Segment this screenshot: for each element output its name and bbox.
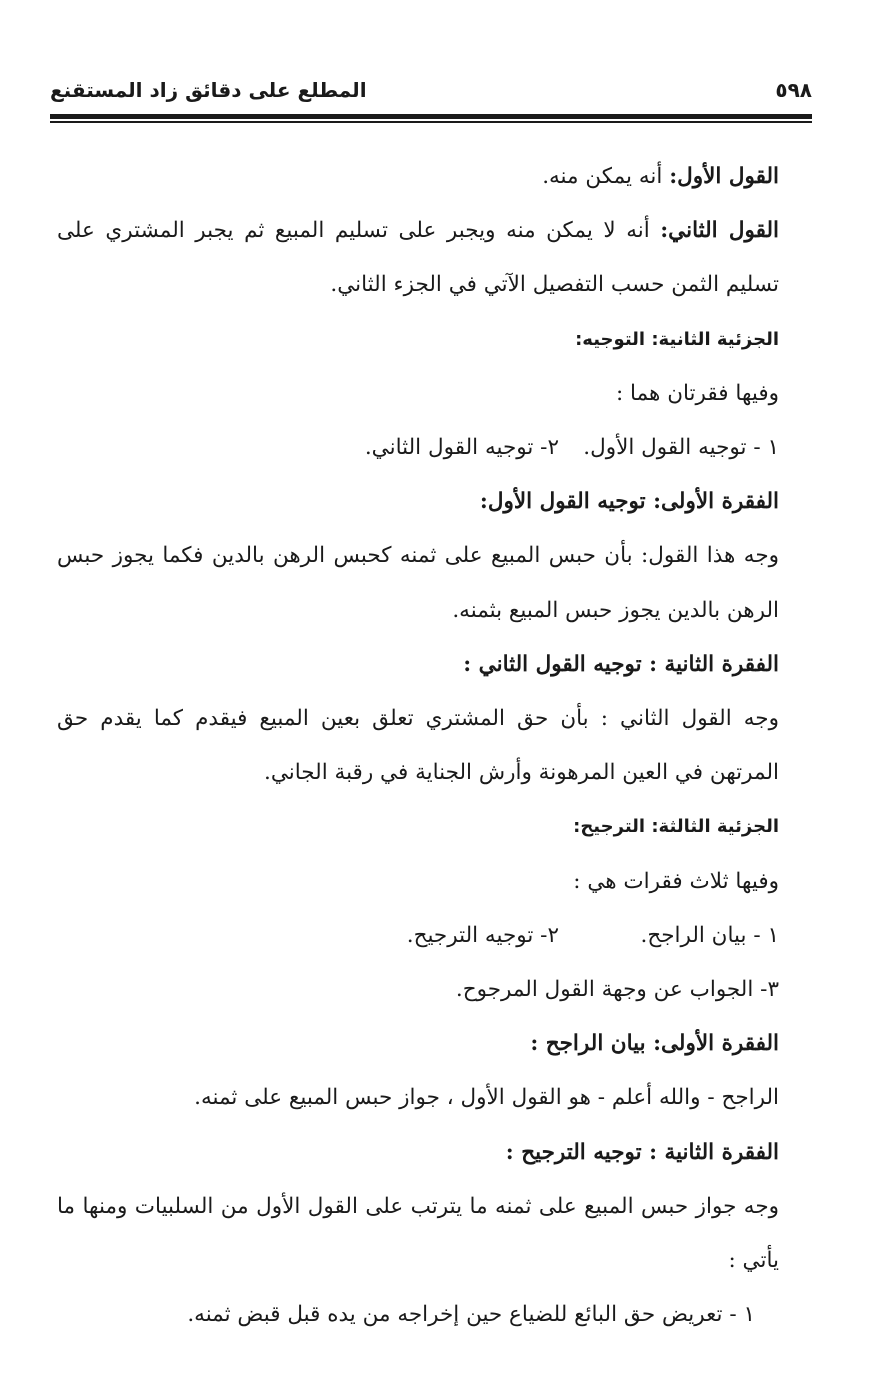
para3-heading: الفقرة الأولى: بيان الراجح : — [530, 1031, 779, 1057]
page-number: ٥٩٨ — [775, 78, 812, 102]
para2-text: وجه القول الثاني : بأن حق المشتري تعلق بعين المبيع فيقدم كما يقدم حق المرتهن في العين المرهونة وأرش الجناية في رقبة الجاني. — [57, 706, 779, 786]
part3-heading: الجزئية الثالثة: الترجيح: — [573, 816, 779, 838]
part3-intro: وفيها ثلاث فقرات هي : — [573, 868, 779, 894]
para1-text: وجه هذا القول: بأن حبس المبيع على ثمنه كحبس الرهن بالدين فكما يجوز حبس الرهن بالدين يجوز حبس المبيع بثمنه. — [57, 543, 779, 623]
saying-2: القول الثاني: أنه لا يمكن منه ويجبر على تسليم المبيع ثم يجبر المشتري على تسليم الثمن حسب التفصيل الآتي في الجزء الثاني. — [57, 218, 779, 298]
para4-heading: الفقرة الثانية : توجيه الترجيح : — [505, 1139, 779, 1165]
header-rule-thick — [50, 114, 812, 119]
page-header — [50, 68, 812, 112]
part2-items: ١ - توجيه القول الأول. ٢- توجيه القول الثاني. — [364, 435, 779, 461]
para1-heading: الفقرة الأولى: توجيه القول الأول: — [479, 489, 779, 515]
book-title: المطلع على دقائق زاد المستقنع — [50, 78, 367, 102]
part3-items: ١ - بيان الراجح. ٢- توجيه الترجيح. — [406, 922, 779, 948]
page-body — [57, 150, 779, 1342]
part2-intro: وفيها فقرتان هما : — [615, 380, 779, 406]
saying-1: القول الأول: أنه يمكن منه. — [542, 164, 779, 189]
para4-item1: ١ - تعريض حق البائع للضياع حين إخراجه من يده قبل قبض ثمنه. — [187, 1302, 755, 1328]
para2-heading: الفقرة الثانية : توجيه القول الثاني : — [463, 651, 779, 677]
part2-heading: الجزئية الثانية: التوجيه: — [575, 328, 779, 350]
para4-text: وجه جواز حبس المبيع على ثمنه ما يترتب على القول الأول من السلبيات ومنها ما يأتي : — [57, 1193, 779, 1274]
part3-item3: ٣- الجواب عن وجهة القول المرجوح. — [455, 977, 779, 1003]
para3-text: الراجح - والله أعلم - هو القول الأول ، جواز حبس المبيع على ثمنه. — [194, 1085, 779, 1111]
header-rule-thin — [50, 121, 812, 123]
